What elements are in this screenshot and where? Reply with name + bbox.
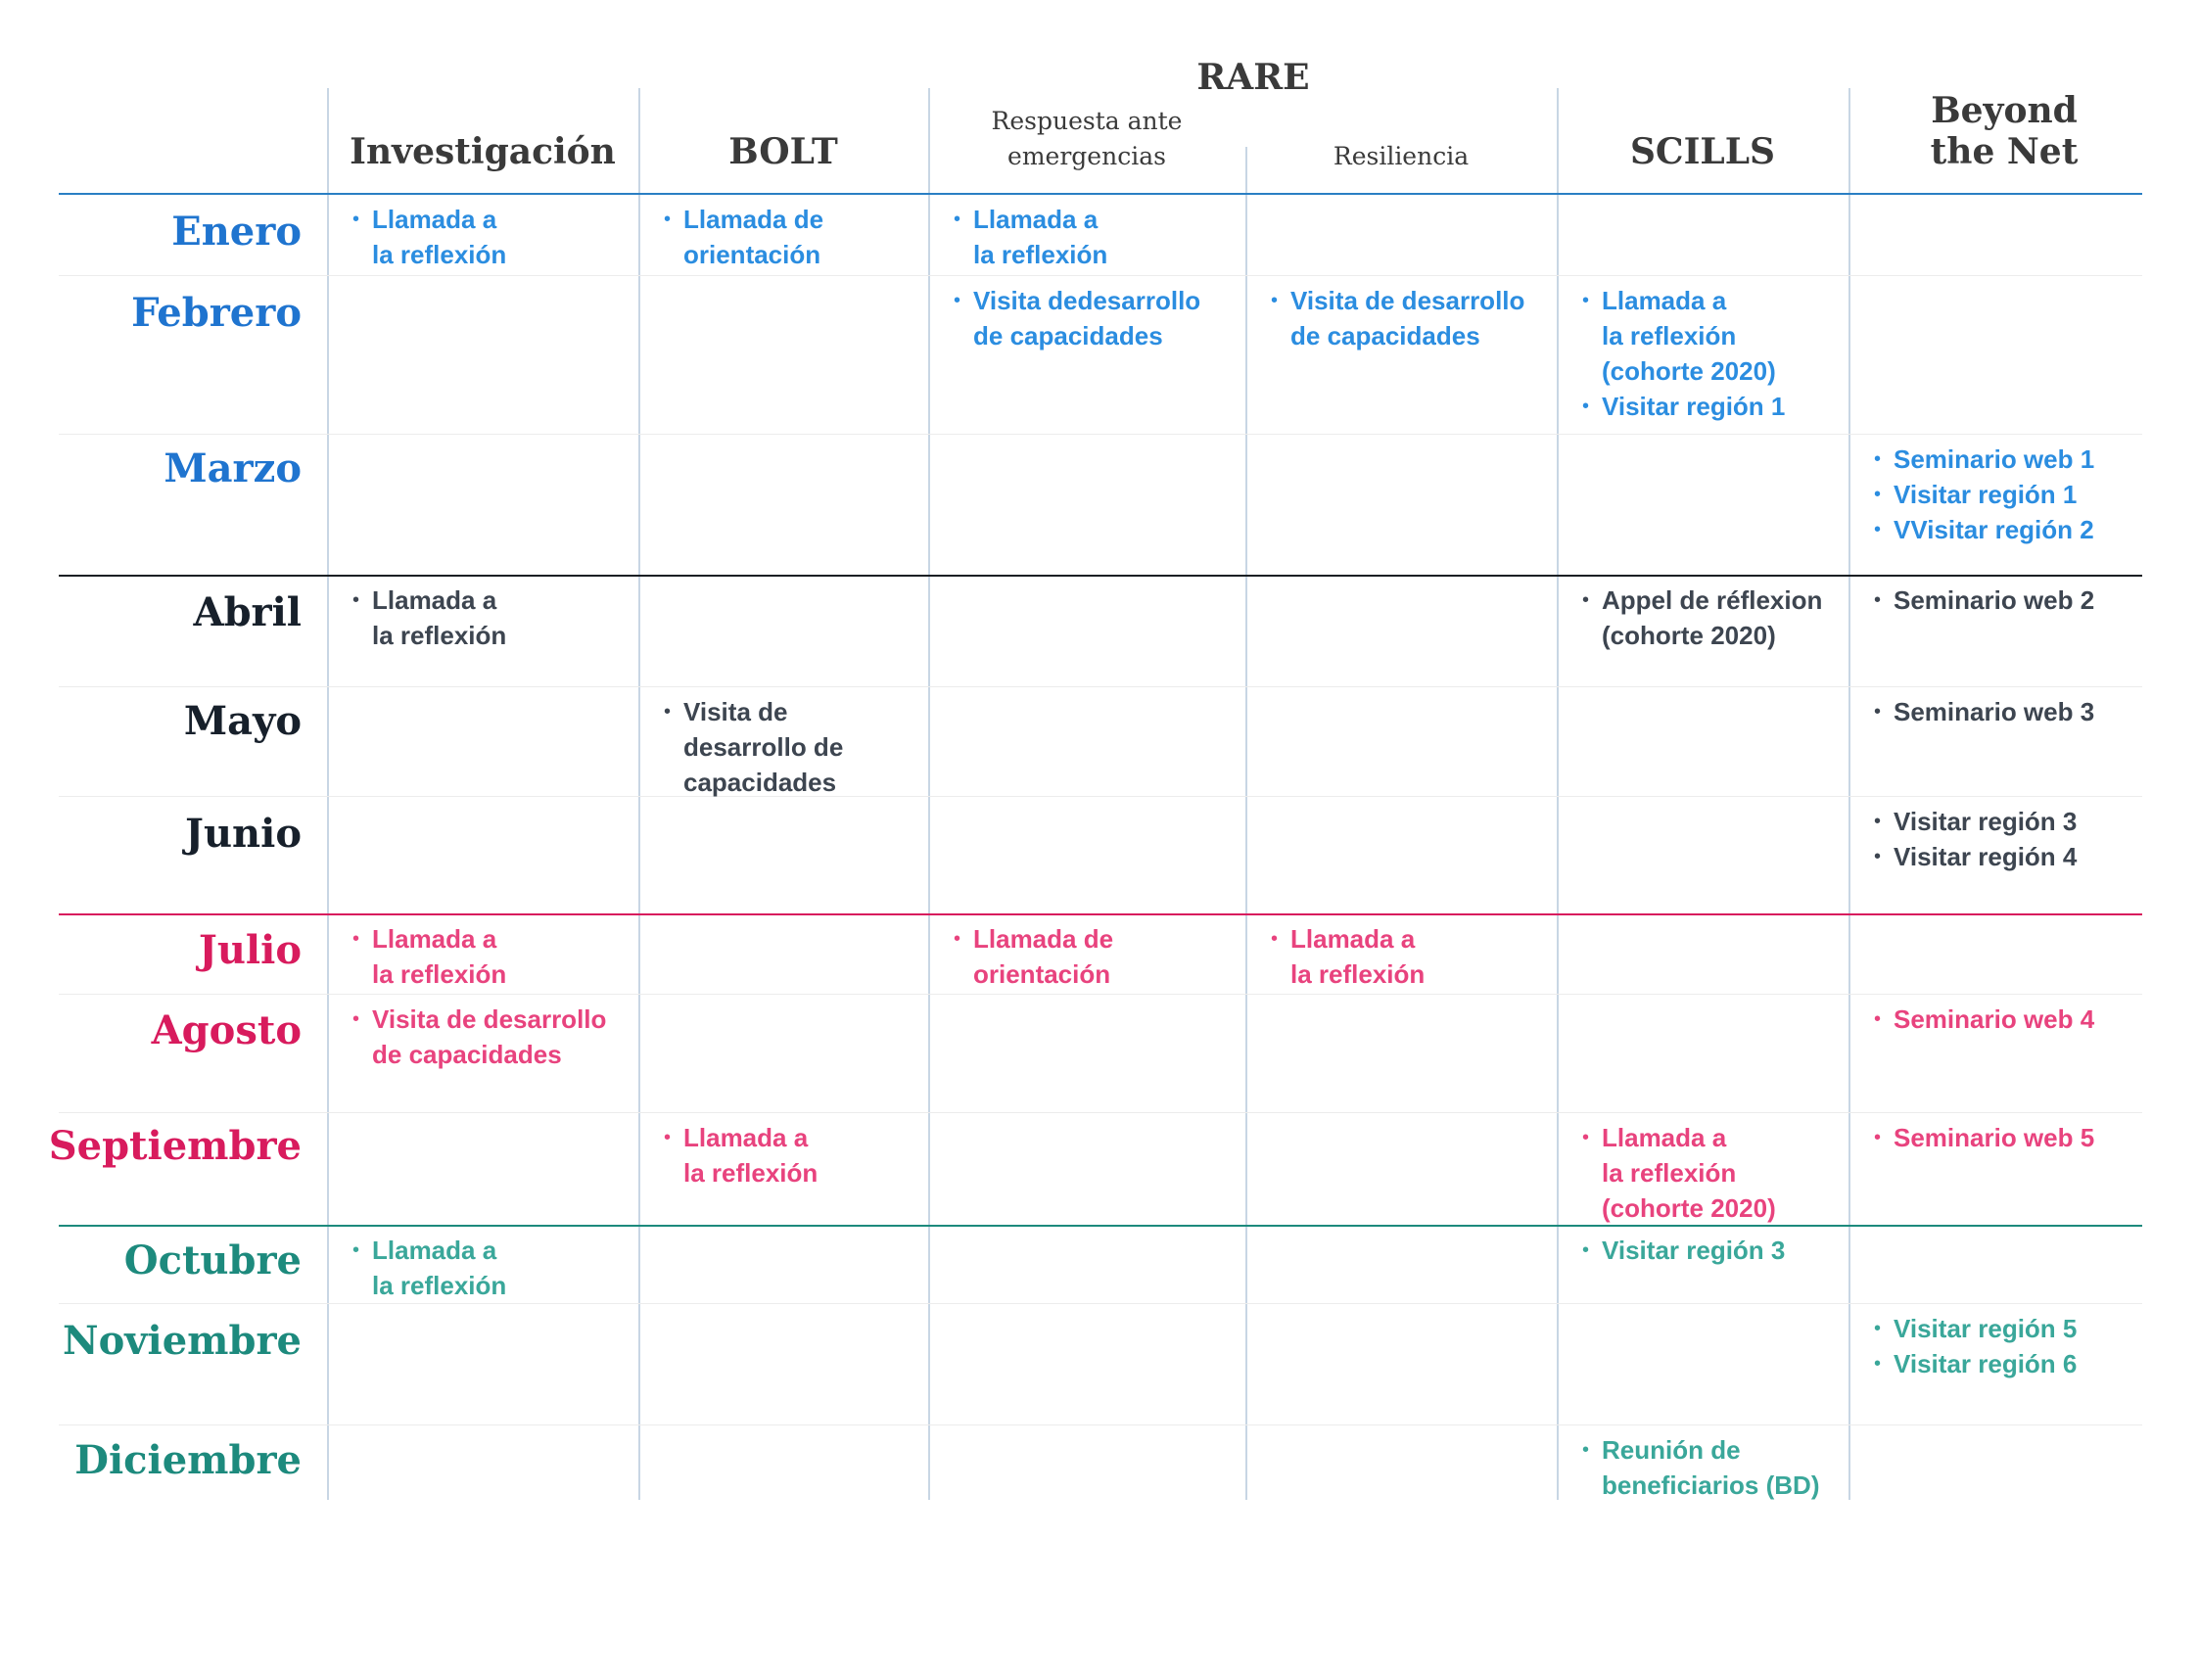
schedule-cell: [1582, 1432, 1841, 1503]
schedule-cell: [352, 921, 631, 992]
bullet-icon: •: [954, 209, 961, 230]
schedule-item-text: Seminario web 4: [1894, 1004, 2095, 1034]
bullet-icon: •: [1874, 1127, 1882, 1148]
schedule-cell: [352, 583, 631, 653]
schedule-item: [1874, 1120, 2134, 1155]
schedule-cell: [1582, 1233, 1841, 1268]
schedule-item: [352, 1002, 631, 1072]
schedule-item-text: Reunión de beneficiarios (BD): [1602, 1435, 1820, 1500]
column-divider: [327, 88, 329, 1500]
schedule-item: [352, 583, 631, 653]
header-rule: [59, 193, 2142, 195]
month-label: Octubre: [123, 1237, 302, 1283]
schedule-item: [352, 1233, 631, 1303]
schedule-item: [1874, 583, 2134, 618]
schedule-cell: [664, 1120, 920, 1190]
schedule-cell: [664, 694, 920, 800]
schedule-item-text: VVisitar región 2: [1894, 515, 2094, 544]
schedule-item-text: Llamada a la reflexión (cohorte 2020): [1602, 1123, 1776, 1223]
schedule-cell: [954, 202, 1238, 272]
schedule-item-text: Llamada a la reflexión: [372, 924, 507, 989]
bullet-icon: •: [1874, 448, 1882, 470]
schedule-cell: [1271, 283, 1549, 353]
schedule-item-text: Seminario web 5: [1894, 1123, 2095, 1152]
bullet-icon: •: [1874, 589, 1882, 611]
bullet-icon: •: [1874, 846, 1882, 867]
row-separator: [59, 1424, 2142, 1425]
schedule-item: [1582, 283, 1841, 389]
header-scills: SCILLS: [1629, 131, 1776, 172]
schedule-item-text: Seminario web 3: [1894, 697, 2095, 726]
schedule-item: [664, 1120, 920, 1190]
column-divider: [638, 88, 640, 1500]
schedule-item: [1582, 1120, 1841, 1226]
bullet-icon: •: [352, 209, 360, 230]
schedule-item-text: Visitar región 5: [1894, 1314, 2078, 1343]
schedule-item-text: Visita dedesarrollo de capacidades: [973, 286, 1201, 350]
schedule-item-text: Visitar región 1: [1602, 392, 1786, 421]
schedule-item: [1582, 583, 1841, 653]
schedule-item-text: Visita de desarrollo de capacidades: [683, 697, 844, 797]
schedule-item: [1874, 477, 2134, 512]
schedule-cell: [664, 202, 920, 272]
schedule-item: [1874, 694, 2134, 729]
month-label: Febrero: [131, 290, 302, 336]
row-separator: [59, 275, 2142, 276]
schedule-item: [1874, 442, 2134, 477]
bullet-icon: •: [1582, 290, 1590, 311]
schedule-cell: [1271, 921, 1549, 992]
bullet-icon: •: [1582, 589, 1590, 611]
schedule-item-text: Visitar región 1: [1894, 480, 2078, 509]
bullet-icon: •: [1271, 928, 1279, 950]
bullet-icon: •: [1582, 1439, 1590, 1461]
schedule-cell: [1874, 1120, 2134, 1155]
month-label: Marzo: [164, 445, 302, 491]
schedule-item: [954, 921, 1238, 992]
schedule-item-text: Visita de desarrollo de capacidades: [1290, 286, 1525, 350]
bullet-icon: •: [664, 701, 672, 723]
bullet-icon: •: [352, 1008, 360, 1030]
schedule-cell: [352, 1233, 631, 1303]
header-bolt: BOLT: [728, 131, 838, 172]
schedule-item: [1271, 921, 1549, 992]
schedule-cell: [1582, 283, 1841, 424]
schedule-cell: [1582, 583, 1841, 653]
bullet-icon: •: [1874, 1008, 1882, 1030]
row-separator: [59, 1303, 2142, 1304]
column-divider: [1848, 88, 1850, 1500]
schedule-cell: [1874, 804, 2134, 874]
schedule-cell: [1874, 583, 2134, 618]
schedule-item: [1271, 283, 1549, 353]
month-label: Enero: [171, 209, 302, 255]
schedule-item-text: Llamada a la reflexión: [372, 585, 507, 650]
schedule-cell: [954, 921, 1238, 992]
header-resiliencia: Resiliencia: [1333, 142, 1470, 170]
header-respuesta-emergencias: Respuesta ante emergencias: [991, 107, 1183, 170]
row-separator: [59, 686, 2142, 687]
bullet-icon: •: [352, 1239, 360, 1261]
schedule-item: [1874, 1311, 2134, 1346]
month-label: Diciembre: [74, 1437, 302, 1483]
schedule-item: [1582, 389, 1841, 424]
header-beyond-the-net: Beyond the Net: [1930, 90, 2079, 172]
schedule-item-text: Seminario web 1: [1894, 444, 2095, 474]
schedule-item-text: Visita de desarrollo de capacidades: [372, 1004, 607, 1069]
schedule-item-text: Llamada a la reflexión (cohorte 2020): [1602, 286, 1776, 386]
bullet-icon: •: [1874, 701, 1882, 723]
schedule-item: [1874, 804, 2134, 839]
schedule-item: [664, 694, 920, 800]
bullet-icon: •: [352, 589, 360, 611]
schedule-item: [1874, 839, 2134, 874]
schedule-item-text: Seminario web 2: [1894, 585, 2095, 615]
bullet-icon: •: [1582, 1127, 1590, 1148]
row-separator: [59, 994, 2142, 995]
schedule-item: [1874, 1002, 2134, 1037]
schedule-item-text: Llamada a la reflexión: [683, 1123, 819, 1188]
schedule-item: [1874, 1346, 2134, 1381]
bullet-icon: •: [352, 928, 360, 950]
bullet-icon: •: [1874, 484, 1882, 505]
bullet-icon: •: [664, 1127, 672, 1148]
row-separator: [59, 1112, 2142, 1113]
schedule-item: [1582, 1432, 1841, 1503]
bullet-icon: •: [1874, 1318, 1882, 1339]
bullet-icon: •: [664, 209, 672, 230]
month-label: Mayo: [183, 698, 302, 744]
quarter-rule-q3: [59, 913, 2142, 915]
month-label: Noviembre: [63, 1318, 302, 1364]
schedule-item: [352, 202, 631, 272]
bullet-icon: •: [954, 928, 961, 950]
schedule-cell: [1874, 1311, 2134, 1381]
schedule-cell: [954, 283, 1238, 353]
row-separator: [59, 796, 2142, 797]
month-label: Julio: [198, 927, 302, 973]
bullet-icon: •: [1582, 1239, 1590, 1261]
schedule-item-text: Llamada a la reflexión: [973, 205, 1108, 269]
month-label: Agosto: [151, 1007, 302, 1053]
header-investigacion: Investigación: [350, 131, 616, 172]
bullet-icon: •: [954, 290, 961, 311]
schedule-item: [954, 283, 1238, 353]
schedule-item-text: Llamada de orientación: [683, 205, 824, 269]
bullet-icon: •: [1582, 396, 1590, 417]
schedule-item-text: Visitar región 4: [1894, 842, 2078, 871]
schedule-cell: [352, 1002, 631, 1072]
column-divider: [928, 88, 930, 1500]
schedule-cell: [352, 202, 631, 272]
bullet-icon: •: [1874, 811, 1882, 832]
column-divider-resiliencia: [1245, 147, 1247, 1500]
header-group-rare: RARE: [1196, 57, 1310, 98]
bullet-icon: •: [1271, 290, 1279, 311]
schedule-item-text: Appel de réflexion (cohorte 2020): [1602, 585, 1823, 650]
row-separator: [59, 434, 2142, 435]
bullet-icon: •: [1874, 1353, 1882, 1375]
schedule-item-text: Visitar región 3: [1602, 1236, 1786, 1265]
schedule-item-text: Llamada a la reflexión: [372, 1236, 507, 1300]
schedule-cell: [1582, 1120, 1841, 1226]
schedule-item: [954, 202, 1238, 272]
month-label: Septiembre: [48, 1123, 302, 1169]
schedule-item-text: Llamada a la reflexión: [372, 205, 507, 269]
quarter-rule-q2: [59, 575, 2142, 577]
schedule-item: [352, 921, 631, 992]
schedule-item: [664, 202, 920, 272]
schedule-item-text: Visitar región 6: [1894, 1349, 2078, 1378]
schedule-cell: [1874, 694, 2134, 729]
schedule-cell: [1874, 1002, 2134, 1037]
column-divider: [1557, 88, 1559, 1500]
month-label: Junio: [185, 811, 302, 857]
schedule-item: [1582, 1233, 1841, 1268]
month-label: Abril: [193, 589, 302, 635]
schedule-cell: [1874, 442, 2134, 547]
schedule-item: [1874, 512, 2134, 547]
schedule-item-text: Llamada de orientación: [973, 924, 1114, 989]
schedule-item-text: Llamada a la reflexión: [1290, 924, 1426, 989]
schedule-item-text: Visitar región 3: [1894, 807, 2078, 836]
bullet-icon: •: [1874, 519, 1882, 540]
